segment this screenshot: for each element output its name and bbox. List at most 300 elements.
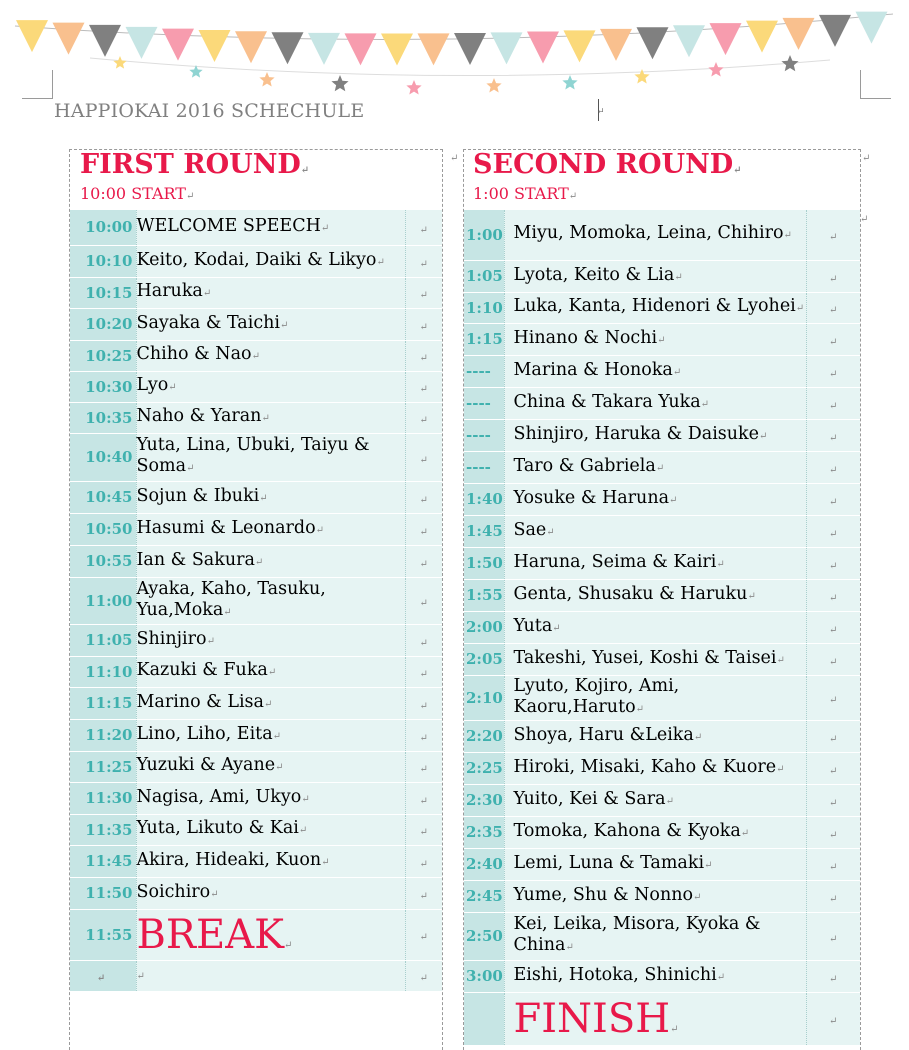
time-cell [464, 912, 504, 960]
empty-cell: ↵ [405, 402, 442, 433]
performer-names: Yume, Shu & Nonno [513, 884, 694, 905]
empty-cell: ↵ [405, 845, 442, 877]
empty-cell: ↵ [405, 814, 442, 845]
bunting-flag [673, 25, 705, 57]
names-cell: Shinjiro↵ [136, 624, 405, 656]
names-cell: Keito, Kodai, Daiki & Likyo↵ [136, 245, 405, 277]
empty-cell: ↵ [405, 960, 442, 991]
empty-cell: ↵ [806, 992, 860, 1045]
performer-names: Shoya, Haru &Leika [513, 724, 694, 745]
performer-names: WELCOME SPEECH [136, 215, 321, 236]
star-icon [562, 75, 577, 89]
time-label: 10:55 [85, 552, 133, 570]
first-round-start: 10:00 START↵ [80, 184, 195, 203]
time-label: 2:50 [466, 927, 503, 945]
table-row [70, 845, 442, 877]
time-cell [464, 848, 504, 880]
time-label: 1:00 [466, 225, 503, 244]
bunting-flag [600, 29, 632, 61]
names-cell: Nagisa, Ami, Ukyo↵ [136, 782, 405, 814]
time-cell [70, 577, 136, 624]
time-cell [70, 308, 136, 340]
names-cell: Miyu, Momoka, Leina, Chihiro↵ [504, 210, 806, 260]
time-cell [70, 656, 136, 687]
second-round-title: SECOND ROUND↵ [473, 149, 742, 180]
names-cell: Kei, Leika, Misora, Kyoka & China↵ [504, 912, 806, 960]
time-label: 2:45 [466, 887, 503, 905]
performer-names: Lino, Liho, Eita [136, 723, 273, 744]
performer-names: Akira, Hideaki, Kuon [136, 849, 322, 870]
empty-cell: ↵ [806, 960, 860, 992]
names-cell: Sae↵ [504, 515, 806, 547]
time-label: 10:45 [85, 488, 133, 506]
bunting-flag [710, 23, 742, 55]
performer-names: Sae [513, 519, 547, 540]
table-row [464, 483, 860, 515]
bunting-flag [272, 32, 304, 64]
time-label: ---- [466, 362, 491, 380]
table-row [464, 816, 860, 848]
performer-names: Hinano & Nochi [513, 327, 658, 348]
table-row [70, 782, 442, 814]
text-cursor [598, 99, 599, 121]
time-label: 1:15 [466, 330, 503, 348]
empty-cell: ↵ [405, 210, 442, 245]
names-cell: BREAK↵ [136, 909, 405, 960]
performer-names: Yuito, Kei & Sara [513, 788, 666, 809]
table-row [70, 277, 442, 308]
bunting-flag [564, 30, 596, 62]
empty-cell: ↵ [405, 545, 442, 577]
table-row [70, 481, 442, 513]
performer-names: Yuzuki & Ayane [136, 755, 276, 775]
time-cell [70, 371, 136, 402]
names-cell: Taro & Gabriela↵ [504, 451, 806, 483]
empty-cell: ↵ [405, 277, 442, 308]
names-cell: Ayaka, Kaho, Tasuku, Yua,Moka↵ [136, 577, 405, 624]
performer-names: Shinjiro [136, 628, 207, 649]
page-title: HAPPIOKAI 2016 SCHECHULE [54, 100, 365, 122]
time-cell [70, 402, 136, 433]
time-label: ---- [466, 458, 491, 476]
empty-cell: ↵ [806, 387, 860, 419]
performer-names: Eishi, Hotoka, Shinichi [513, 964, 717, 985]
time-cell [70, 624, 136, 656]
table-row [464, 579, 860, 611]
performer-names: Haruna, Seima & Kairi [513, 551, 717, 572]
bunting-flag [162, 29, 194, 61]
time-cell [70, 845, 136, 877]
time-label: 11:00 [85, 591, 133, 610]
empty-cell: ↵ [405, 308, 442, 340]
performer-names: Kei, Leika, Misora, Kyoka & China [513, 914, 761, 955]
performer-names: Takeshi, Yusei, Koshi & Taisei [513, 647, 777, 668]
first-round-title: FIRST ROUND↵ [80, 149, 310, 180]
empty-cell: ↵ [806, 784, 860, 816]
time-label: 10:50 [85, 520, 133, 538]
empty-cell: ↵ [405, 340, 442, 371]
table-row [464, 675, 860, 720]
empty-cell: ↵ [806, 483, 860, 515]
table-row [464, 292, 860, 323]
empty-cell: ↵ [405, 245, 442, 277]
time-cell [464, 720, 504, 752]
time-label: 11:50 [85, 884, 133, 902]
time-cell [70, 687, 136, 719]
second-round-table [464, 210, 860, 1046]
table-row [70, 814, 442, 845]
time-cell [70, 433, 136, 481]
bunting-flag [16, 20, 48, 52]
names-cell: Yuta↵ [504, 611, 806, 643]
time-label: 11:30 [85, 789, 133, 807]
time-label: 2:40 [466, 855, 503, 873]
names-cell: Yosuke & Haruna↵ [504, 483, 806, 515]
time-label: 2:30 [466, 791, 503, 809]
time-cell [464, 419, 504, 451]
performer-names: Haruka [136, 281, 203, 301]
performer-names: Yuta, Lina, Ubuki, Taiyu & Soma [136, 435, 370, 476]
empty-cell: ↵ [405, 513, 442, 545]
names-cell: Yuta, Likuto & Kai↵ [136, 814, 405, 845]
empty-cell: ↵ [405, 577, 442, 624]
time-cell [70, 814, 136, 845]
performer-names: Ian & Sakura [136, 549, 255, 570]
time-label: 10:00 [85, 218, 133, 237]
time-cell [464, 643, 504, 675]
time-label: 10:20 [85, 315, 133, 333]
names-cell: Tomoka, Kahona & Kyoka↵ [504, 816, 806, 848]
time-label: 3:00 [466, 967, 503, 985]
names-cell: Hinano & Nochi↵ [504, 323, 806, 355]
empty-cell: ↵ [806, 720, 860, 752]
time-label: 10:10 [85, 252, 133, 270]
performer-names: Kazuki & Fuka [136, 660, 268, 680]
names-cell: Naho & Yaran↵ [136, 402, 405, 433]
names-cell: Lyota, Keito & Lia↵ [504, 260, 806, 292]
performer-names: Soichiro [136, 881, 211, 902]
performer-names: Shinjiro, Haruka & Daisuke [513, 423, 760, 444]
table-row [464, 210, 860, 260]
performer-names: Hasumi & Leonardo [136, 517, 316, 538]
performer-names: Lemi, Luna & Tamaki [513, 852, 705, 873]
table-row [464, 419, 860, 451]
bunting-flag [527, 31, 559, 63]
table-row [70, 340, 442, 371]
time-label: 11:45 [85, 852, 133, 870]
empty-cell: ↵ [806, 880, 860, 912]
table-row [464, 992, 860, 1045]
time-cell [70, 751, 136, 782]
time-cell [464, 992, 504, 1045]
performer-names: Yosuke & Haruna [513, 487, 670, 508]
time-cell [464, 784, 504, 816]
bunting-flag [819, 15, 851, 47]
table-row [464, 515, 860, 547]
empty-cell: ↵ [405, 751, 442, 782]
table-row [464, 848, 860, 880]
bunting-flag [783, 18, 815, 50]
table-row [70, 624, 442, 656]
crop-mark-left [22, 70, 53, 99]
time-cell [464, 547, 504, 579]
names-cell: Shoya, Haru &Leika↵ [504, 720, 806, 752]
time-label: 1:45 [466, 522, 503, 540]
table-row [464, 323, 860, 355]
time-label: ---- [466, 426, 491, 444]
empty-cell: ↵ [405, 687, 442, 719]
performer-names: Keito, Kodai, Daiki & Likyo [136, 249, 377, 270]
time-cell [70, 513, 136, 545]
time-label: 11:55 [85, 925, 133, 944]
time-label: 1:40 [466, 490, 503, 508]
names-cell: Genta, Shusaku & Haruku↵ [504, 579, 806, 611]
names-cell: Lyo↵ [136, 371, 405, 402]
star-icon [113, 56, 126, 69]
names-cell: China & Takara Yuka↵ [504, 387, 806, 419]
table-row [70, 687, 442, 719]
table-row [70, 656, 442, 687]
table-row [70, 960, 442, 991]
time-label: 2:05 [466, 650, 503, 668]
time-label: 1:55 [466, 586, 503, 604]
names-cell: Yuta, Lina, Ubuki, Taiyu & Soma↵ [136, 433, 405, 481]
bunting-flag [345, 33, 377, 65]
time-cell [70, 782, 136, 814]
time-cell [70, 245, 136, 277]
table-row [70, 577, 442, 624]
time-label: 10:15 [85, 283, 133, 302]
paragraph-mark: ↵ [862, 153, 871, 164]
names-cell: Yuito, Kei & Sara↵ [504, 784, 806, 816]
table-row [70, 751, 442, 782]
table-row [70, 308, 442, 340]
table-row [70, 402, 442, 433]
empty-cell: ↵ [806, 752, 860, 784]
time-label: 1:05 [466, 267, 503, 285]
time-cell [70, 340, 136, 371]
empty-cell: ↵ [405, 719, 442, 751]
bunting-flag [746, 21, 778, 53]
table-row [464, 611, 860, 643]
time-label: 11:35 [85, 820, 133, 839]
time-label: 2:25 [466, 759, 503, 777]
empty-cell: ↵ [806, 547, 860, 579]
empty-cell: ↵ [806, 643, 860, 675]
names-cell: Lino, Liho, Eita↵ [136, 719, 405, 751]
names-cell: Haruka↵ [136, 277, 405, 308]
bunting-banner [0, 0, 909, 110]
empty-cell: ↵ [806, 451, 860, 483]
empty-cell: ↵ [806, 611, 860, 643]
performer-names: Lyuto, Kojiro, Ami, Kaoru,Haruto [513, 675, 680, 717]
empty-cell: ↵ [806, 210, 860, 260]
performer-names: Sojun & Ibuki [136, 485, 260, 506]
names-cell: Sayaka & Taichi↵ [136, 308, 405, 340]
empty-cell: ↵ [806, 260, 860, 292]
time-cell [464, 752, 504, 784]
session-marker: BREAK [136, 911, 284, 958]
performer-names: Hiroki, Misaki, Kaho & Kuore [513, 756, 777, 777]
table-row [464, 547, 860, 579]
session-marker: FINISH [513, 995, 671, 1042]
time-cell [464, 675, 504, 720]
time-label: 10:25 [85, 346, 133, 365]
table-row [70, 545, 442, 577]
empty-cell: ↵ [405, 656, 442, 687]
table-row [464, 960, 860, 992]
table-row [70, 909, 442, 960]
time-label: 1:10 [466, 298, 503, 317]
bunting-stars [113, 55, 798, 94]
names-cell: WELCOME SPEECH↵ [136, 210, 405, 245]
bunting-flag [491, 32, 523, 64]
names-cell: ↵ [136, 960, 405, 991]
time-cell [70, 909, 136, 960]
time-label: ---- [466, 394, 491, 412]
performer-names: Luka, Kanta, Hidenori & Lyohei [513, 296, 796, 316]
bunting-flag [53, 23, 85, 55]
table-row [70, 433, 442, 481]
names-cell: Chiho & Nao↵ [136, 340, 405, 371]
time-label: 11:10 [85, 662, 133, 681]
performer-names: Marina & Honoka [513, 359, 673, 380]
performer-names: Lyo [136, 375, 169, 395]
empty-cell: ↵ [405, 433, 442, 481]
table-row [464, 912, 860, 960]
names-cell: Marina & Honoka↵ [504, 355, 806, 387]
performer-names: Tomoka, Kahona & Kyoka [513, 820, 741, 841]
time-cell [464, 260, 504, 292]
first-round-column [69, 149, 443, 1050]
time-cell [464, 579, 504, 611]
paragraph-mark: ↵ [860, 214, 869, 225]
table-row [464, 260, 860, 292]
names-cell: Luka, Kanta, Hidenori & Lyohei↵ [504, 292, 806, 323]
table-row [70, 513, 442, 545]
empty-cell: ↵ [405, 909, 442, 960]
first-round-table [70, 210, 442, 992]
names-cell: Lyuto, Kojiro, Ami, Kaoru,Haruto↵ [504, 675, 806, 720]
table-row [464, 451, 860, 483]
time-cell [464, 515, 504, 547]
names-cell: Yume, Shu & Nonno↵ [504, 880, 806, 912]
time-cell [464, 210, 504, 260]
names-cell: Lemi, Luna & Tamaki↵ [504, 848, 806, 880]
time-cell [464, 816, 504, 848]
time-cell [464, 451, 504, 483]
time-cell [70, 277, 136, 308]
names-cell: Haruna, Seima & Kairi↵ [504, 547, 806, 579]
performer-names: Ayaka, Kaho, Tasuku, Yua,Moka [136, 578, 326, 620]
empty-cell: ↵ [806, 675, 860, 720]
table-row [464, 355, 860, 387]
bunting-flag [199, 30, 231, 62]
names-cell: Yuzuki & Ayane↵ [136, 751, 405, 782]
empty-cell: ↵ [806, 816, 860, 848]
empty-cell: ↵ [806, 355, 860, 387]
table-row [70, 371, 442, 402]
performer-names: Miyu, Momoka, Leina, Chihiro [513, 223, 784, 244]
performer-names: Marino & Lisa [136, 691, 264, 712]
names-cell: Sojun & Ibuki↵ [136, 481, 405, 513]
empty-cell: ↵ [806, 579, 860, 611]
names-cell: Takeshi, Yusei, Koshi & Taisei↵ [504, 643, 806, 675]
performer-names: Genta, Shusaku & Haruku [513, 583, 748, 604]
time-cell [464, 611, 504, 643]
performer-names: Yuta [513, 615, 553, 636]
bunting-flag [235, 31, 267, 63]
names-cell: Eishi, Hotoka, Shinichi↵ [504, 960, 806, 992]
bunting-flag [856, 12, 888, 44]
table-row [70, 245, 442, 277]
time-label: 1:50 [466, 554, 503, 572]
names-cell: Hiroki, Misaki, Kaho & Kuore↵ [504, 752, 806, 784]
time-label: 2:10 [466, 688, 503, 707]
performer-names: Yuta, Likuto & Kai [136, 818, 299, 838]
bunting-flag [637, 27, 669, 59]
time-label: 11:15 [85, 694, 133, 712]
time-cell [464, 960, 504, 992]
table-row [464, 387, 860, 419]
performer-names: Naho & Yaran [136, 406, 262, 426]
empty-cell: ↵ [806, 515, 860, 547]
table-row [464, 880, 860, 912]
empty-cell: ↵ [806, 292, 860, 323]
performer-names: Taro & Gabriela [513, 455, 656, 476]
empty-cell: ↵ [405, 877, 442, 909]
bunting-flag [418, 33, 450, 65]
time-cell [464, 292, 504, 323]
time-label: 2:00 [466, 618, 503, 636]
star-icon [781, 55, 798, 71]
bunting-flag [126, 27, 158, 59]
table-row [464, 643, 860, 675]
time-cell [70, 210, 136, 245]
names-cell: Shinjiro, Haruka & Daisuke↵ [504, 419, 806, 451]
table-row [70, 719, 442, 751]
bunting-flag [308, 33, 340, 65]
star-icon [406, 80, 421, 94]
time-cell [464, 323, 504, 355]
second-round-column [463, 149, 861, 1050]
time-label: 10:35 [85, 408, 133, 427]
table-row [70, 210, 442, 245]
time-cell [464, 880, 504, 912]
time-cell [464, 355, 504, 387]
bunting-flag [454, 33, 486, 65]
names-cell: Soichiro↵ [136, 877, 405, 909]
time-label: 11:25 [85, 757, 133, 776]
table-row [464, 720, 860, 752]
names-cell: Akira, Hideaki, Kuon↵ [136, 845, 405, 877]
time-label: 11:20 [85, 726, 133, 744]
empty-cell: ↵ [405, 624, 442, 656]
empty-cell: ↵ [806, 323, 860, 355]
crop-mark-right [860, 70, 891, 99]
star-icon [634, 69, 649, 83]
star-icon [708, 62, 723, 76]
bunting-flag [89, 25, 121, 57]
performer-names: China & Takara Yuka [513, 391, 701, 412]
performer-names: Chiho & Nao [136, 344, 252, 364]
star-icon [259, 72, 274, 86]
time-cell: ↵ [70, 960, 136, 991]
time-cell [464, 483, 504, 515]
names-cell: Marino & Lisa↵ [136, 687, 405, 719]
time-label: 10:30 [85, 377, 133, 396]
star-icon [486, 78, 501, 92]
